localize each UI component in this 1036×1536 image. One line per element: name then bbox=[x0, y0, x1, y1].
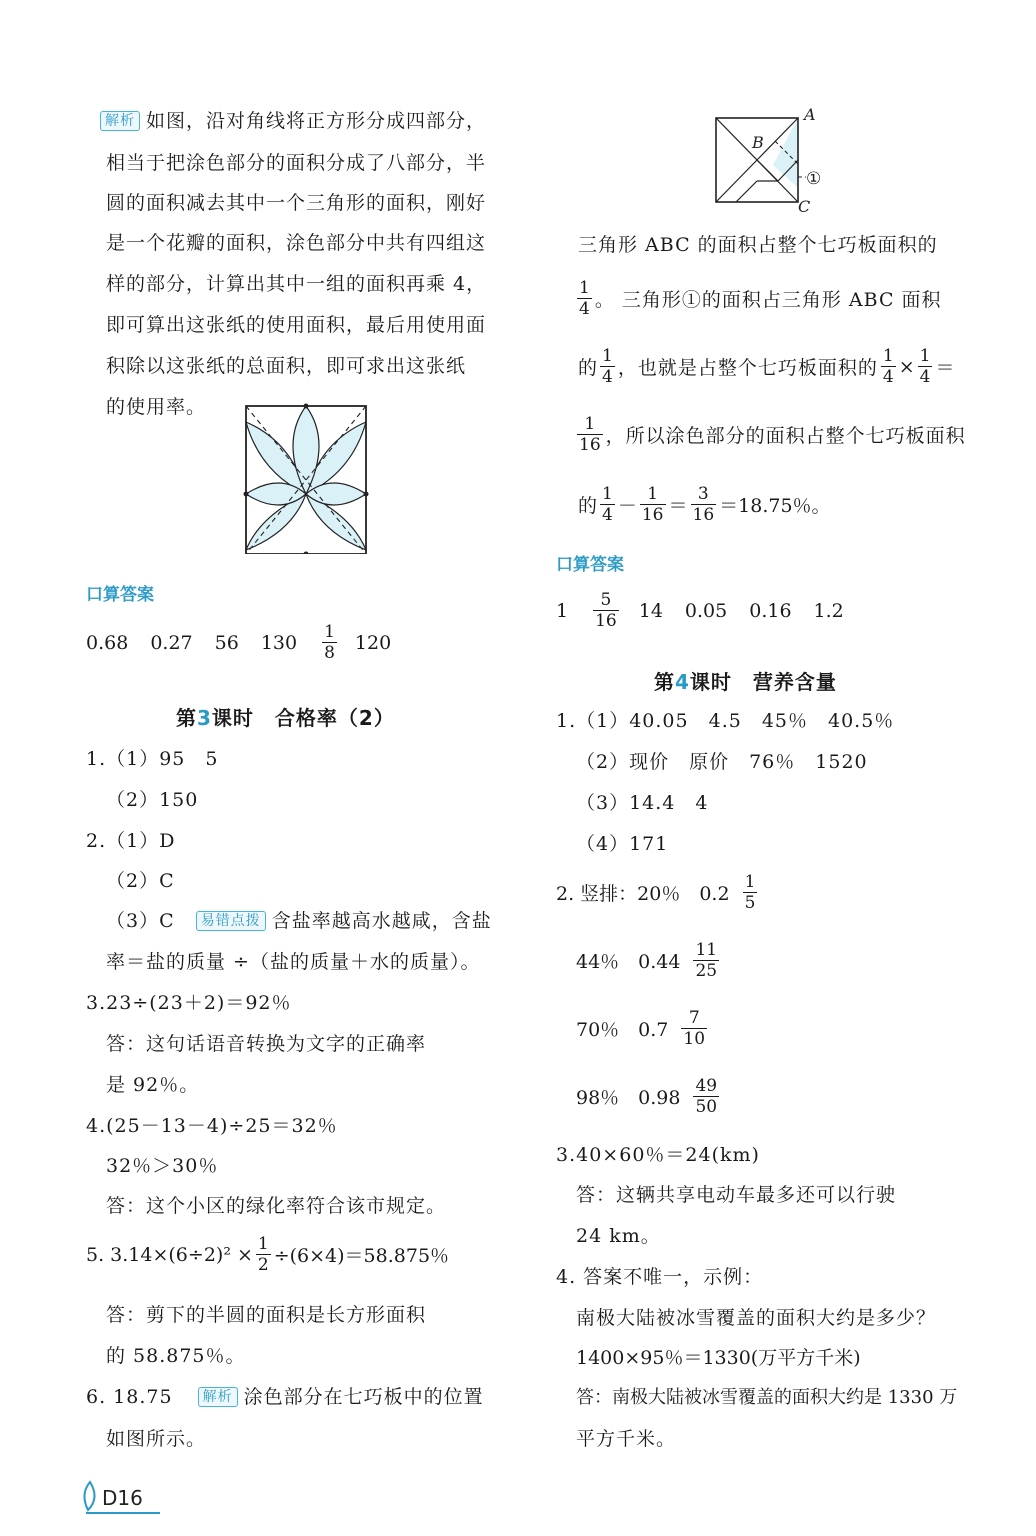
oral-value: 0.05 bbox=[684, 599, 728, 622]
label-a: A bbox=[804, 105, 816, 124]
r-q3-c: 24 km。 bbox=[576, 1225, 661, 1247]
q1-line-a: 1.（1）95 5 bbox=[86, 748, 219, 770]
r-para-4: $\frac{1}{16}$ ，所以涂色部分的面积占整个七巧板面积 bbox=[579, 414, 966, 455]
frac-quarter: $\frac{1}{4}$ bbox=[882, 346, 894, 387]
r-q4-c: 1400×95％＝1330(万平方千米) bbox=[576, 1347, 861, 1369]
frac-16: $\frac{1}{16}$ bbox=[641, 484, 664, 525]
q3-line-a: 3.23÷(23＋2)＝92％ bbox=[86, 992, 292, 1014]
oral-fraction: $\frac{1}{8}$ bbox=[324, 622, 335, 663]
analysis-line-6: 即可算出这张纸的使用面积，最后用使用面 bbox=[106, 314, 487, 336]
frac-quarter: $\frac{1}{4}$ bbox=[919, 346, 931, 387]
r-q4-b: 南极大陆被冰雪覆盖的面积大约是多少？ bbox=[576, 1307, 937, 1329]
q6-line-a: 6. 18.75 解析 涂色部分在七巧板中的位置 bbox=[86, 1386, 484, 1408]
frac-quarter: $\frac{1}{4}$ bbox=[602, 346, 613, 387]
r-q2-row-3: 70％ 0.7 $\frac{7}{10}$ bbox=[576, 1008, 706, 1049]
label-b: B bbox=[752, 133, 764, 152]
analysis-line-4: 是一个花瓣的面积，涂色部分中共有四组这 bbox=[106, 232, 487, 254]
analysis-line-1 bbox=[100, 108, 486, 134]
analysis-line-5: 样的部分，计算出其中一组的面积再乘 4， bbox=[106, 273, 487, 295]
q4-line-a: 4.(25－13－4)÷25＝32％ bbox=[86, 1115, 338, 1137]
oral-value: 14 bbox=[638, 599, 663, 622]
q6-analysis-tag: 解析 bbox=[198, 1387, 238, 1407]
frac-quarter: $\frac{1}{4}$ bbox=[602, 484, 613, 525]
oral-value: 1.2 bbox=[813, 599, 844, 622]
q6-line-b: 如图所示。 bbox=[106, 1428, 207, 1450]
oral-value: 0.68 bbox=[86, 631, 129, 654]
q5-fraction: $\frac{1}{2}$ bbox=[257, 1234, 269, 1275]
q5-line-a: 5. 3.14×(6÷2)² × $\frac{1}{2}$ ÷(6×4)＝58.875％ bbox=[86, 1234, 450, 1275]
q2-fraction: $\frac{49}{50}$ bbox=[695, 1076, 718, 1117]
analysis-tag: 解析 bbox=[100, 111, 140, 131]
r-para-5: 的 $\frac{1}{4}$ － $\frac{1}{16}$ ＝ $\frac{3}{16}$ ＝18.75％。 bbox=[578, 484, 831, 525]
analysis-line-7: 积除以这张纸的总面积，即可求出这张纸 bbox=[106, 355, 467, 377]
oral-value: 130 bbox=[260, 631, 298, 654]
oral-answers-left bbox=[86, 622, 413, 663]
q2-fraction: $\frac{11}{25}$ bbox=[695, 940, 718, 981]
r-para-2: $\frac{1}{4}$ 。 三角形①的面积占三角形 ABC 面积 bbox=[579, 278, 942, 319]
oral-title-right: 口算答案 bbox=[556, 555, 624, 575]
oral-value: 56 bbox=[214, 631, 239, 654]
oral-value: 120 bbox=[354, 631, 392, 654]
analysis-text-1: 如图，沿对角线将正方形分成四部分， bbox=[146, 110, 487, 132]
q5-line-c: 的 58.875％。 bbox=[106, 1345, 246, 1367]
oral-answers-right bbox=[556, 590, 866, 631]
label-c: C bbox=[798, 197, 811, 216]
frac-16: $\frac{1}{16}$ bbox=[579, 414, 601, 455]
q2-line-c: （3）C 易错点拨 含盐率越高水越咸，含盐 bbox=[106, 910, 492, 932]
q4-line-c: 答：这个小区的绿化率符合该市规定。 bbox=[106, 1195, 447, 1217]
page-number: D16 bbox=[102, 1486, 143, 1510]
lesson-4-title: 第4课时 营养含量 bbox=[654, 670, 837, 694]
q4-line-b: 32％＞30％ bbox=[106, 1155, 219, 1177]
r-q2-row-1: 2. 竖排：20％ 0.2 $\frac{1}{5}$ bbox=[556, 872, 756, 913]
tangram-figure bbox=[710, 104, 850, 216]
analysis-line-8: 的使用率。 bbox=[106, 396, 207, 418]
r-q1-d: （4）171 bbox=[576, 833, 669, 855]
analysis-line-2: 相当于把涂色部分的面积分成了八部分，半 bbox=[106, 152, 487, 174]
r-q2-row-2: 44％ 0.44 $\frac{11}{25}$ bbox=[576, 940, 718, 981]
q5-line-b: 答：剪下的半圆的面积是长方形面积 bbox=[106, 1304, 427, 1326]
oral-value: 0.16 bbox=[749, 599, 792, 622]
r-para-3: 的 $\frac{1}{4}$ ，也就是占整个七巧板面积的 $\frac{1}{4}$ × $\frac{1}{4}$ ＝ bbox=[578, 346, 955, 387]
error-tip-tag: 易错点拨 bbox=[196, 911, 266, 931]
oral-fraction: $\frac{5}{16}$ bbox=[595, 590, 617, 631]
flower-figure bbox=[240, 402, 372, 554]
r-q1-a: 1.（1）40.05 4.5 45％ 40.5％ bbox=[556, 710, 895, 732]
label-one: ① bbox=[806, 169, 822, 189]
page-number-underline bbox=[86, 1512, 160, 1514]
r-q4-a: 4. 答案不唯一，示例： bbox=[556, 1266, 764, 1288]
r-q1-b: （2）现价 原价 76％ 1520 bbox=[576, 751, 868, 773]
oral-value: 0.27 bbox=[150, 631, 193, 654]
q1-line-b: （2）150 bbox=[106, 789, 199, 811]
r-q3-b: 答：这辆共享电动车最多还可以行驶 bbox=[576, 1184, 897, 1206]
r-para-1: 三角形 ABC 的面积占整个七巧板面积的 bbox=[578, 234, 938, 256]
r-q2-row-4: 98％ 0.98 $\frac{49}{50}$ bbox=[576, 1076, 718, 1117]
q3-line-b: 答：这句话语音转换为文字的正确率 bbox=[106, 1033, 427, 1055]
analysis-line-3: 圆的面积减去其中一个三角形的面积，刚好 bbox=[106, 192, 487, 214]
q2-line-b: （2）C bbox=[106, 870, 175, 892]
leaf-icon bbox=[78, 1480, 102, 1514]
q2-line-a: 2.（1）D bbox=[86, 830, 176, 852]
r-q3-a: 3.40×60％＝24(km) bbox=[556, 1144, 760, 1166]
q2-fraction: $\frac{1}{5}$ bbox=[744, 872, 756, 913]
frac-3-16: $\frac{3}{16}$ bbox=[692, 484, 715, 525]
r-q4-d: 答：南极大陆被冰雪覆盖的面积大约是 1330 万 bbox=[576, 1387, 958, 1408]
q2-fraction: $\frac{7}{10}$ bbox=[683, 1008, 706, 1049]
oral-value: 1 bbox=[556, 599, 569, 622]
q3-line-c: 是 92％。 bbox=[106, 1074, 200, 1096]
q2-line-d: 率＝盐的质量 ÷（盐的质量＋水的质量）。 bbox=[106, 951, 481, 973]
frac-quarter: $\frac{1}{4}$ bbox=[579, 278, 590, 319]
r-q1-c: （3）14.4 4 bbox=[576, 792, 709, 814]
oral-title-left: 口算答案 bbox=[86, 585, 154, 605]
lesson-3-title: 第3课时 合格率（2） bbox=[176, 706, 395, 730]
r-q4-e: 平方千米。 bbox=[576, 1428, 677, 1450]
